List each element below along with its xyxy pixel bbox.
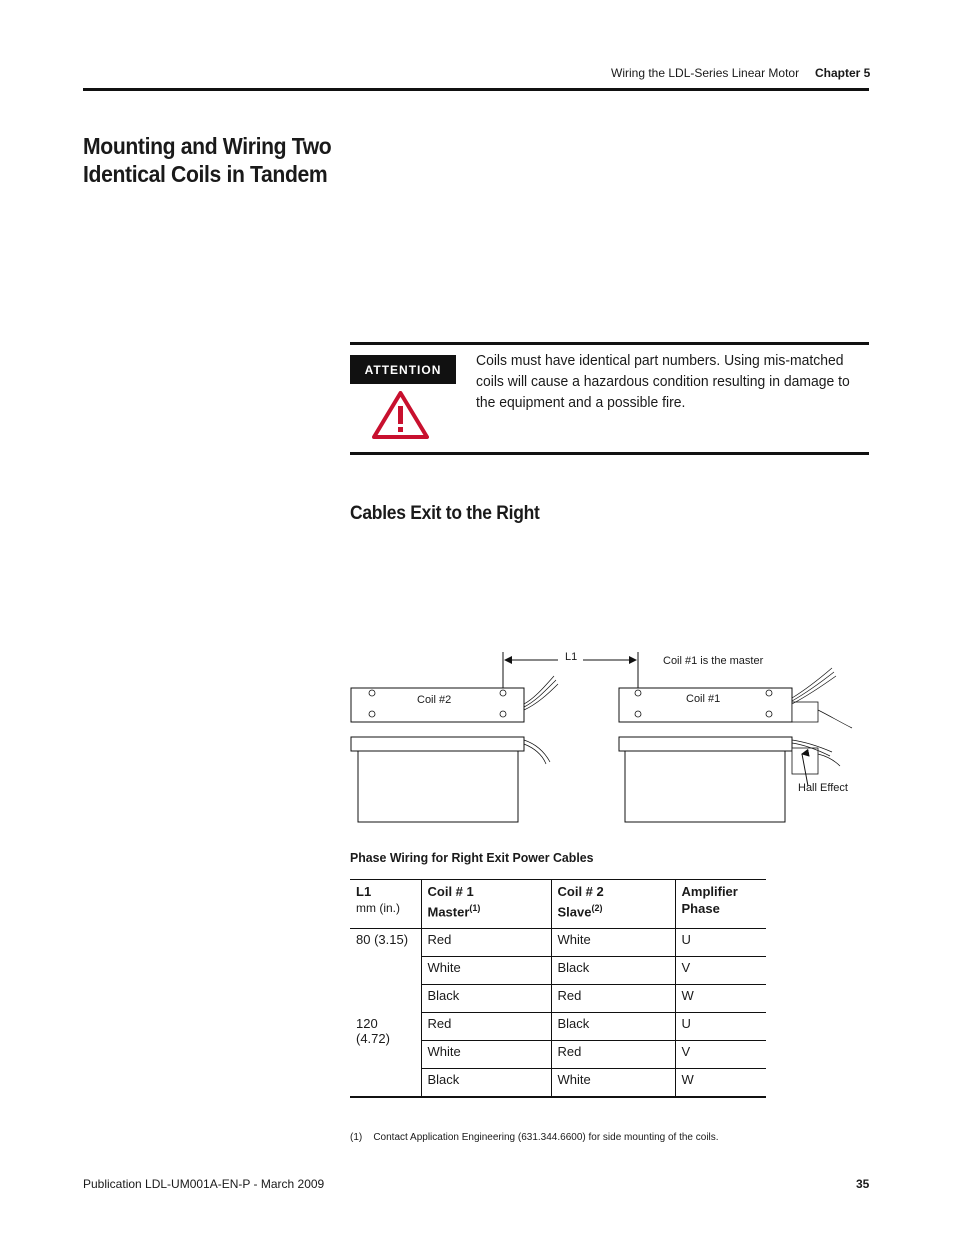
l1-value: 80 (3.15)	[356, 932, 409, 947]
master-wire: Red	[421, 929, 551, 957]
slave-wire: Red	[551, 985, 675, 1013]
attention-line-2: coils will cause a hazardous condition resulting in damage to	[476, 373, 850, 390]
slave-wire: White	[551, 929, 675, 957]
header-coil-2: Coil # 2 Slave$^{(2)}$	[551, 880, 675, 929]
publication-info: Publication LDL-UM001A-EN-P - March 2009	[83, 1177, 325, 1191]
footnote-ref-1: (1)	[469, 903, 481, 913]
coil-tandem-diagram	[340, 640, 870, 830]
master-wire: White	[421, 1041, 551, 1069]
master-wire: Black	[421, 985, 551, 1013]
attention-line-1: Coils must have identical part numbers. Using mis-matched	[476, 352, 844, 369]
attention-bottom-rule	[350, 452, 869, 455]
coil-2-side-body	[358, 751, 518, 822]
attention-message	[476, 350, 850, 413]
slave-wire: Black	[551, 957, 675, 985]
master-wire: Black	[421, 1069, 551, 1098]
section-title	[83, 132, 359, 188]
slave-wire: Black	[551, 1013, 675, 1041]
amplifier-phase: W	[675, 985, 766, 1013]
master-wire: Red	[421, 1013, 551, 1041]
phase-wiring-table	[350, 879, 766, 1098]
subsection-title: Cables Exit to the Right	[350, 503, 540, 524]
l1-dimension-label: L1	[565, 651, 578, 663]
coil-1-side-body	[625, 751, 785, 822]
header-l1: L1 mm (in.)	[350, 880, 421, 929]
table-row	[350, 929, 766, 957]
section-title-line-2: Identical Coils in Tandem	[83, 161, 328, 187]
coil-2-label: Coil #2	[417, 694, 452, 706]
attention-badge: ATTENTION	[350, 355, 456, 384]
amplifier-phase: U	[675, 929, 766, 957]
running-title: Wiring the LDL-Series Linear Motor	[611, 66, 800, 80]
attention-line-3: the equipment and a possible fire.	[476, 394, 686, 411]
master-wire: White	[421, 957, 551, 985]
coil-1-connector	[792, 702, 818, 722]
section-title-line-1: Mounting and Wiring Two	[83, 133, 332, 159]
footnote: (1) Contact Application Engineering (631.344.6600) for side mounting of the coils.	[350, 1132, 719, 1143]
amplifier-phase: U	[675, 1013, 766, 1041]
slave-wire: Red	[551, 1041, 675, 1069]
slave-wire: White	[551, 1069, 675, 1098]
coil-1-side-top	[619, 737, 792, 751]
page-number: 35	[856, 1177, 870, 1191]
table-row	[350, 1013, 766, 1041]
table-header-row	[350, 880, 766, 929]
footnote-ref-2: (2)	[591, 903, 603, 913]
coil-2-side-top	[351, 737, 524, 751]
l1-value: 120 (4.72)	[350, 1013, 421, 1098]
amplifier-phase: V	[675, 1041, 766, 1069]
chapter-label: Chapter 5	[815, 66, 871, 80]
amplifier-phase: V	[675, 957, 766, 985]
master-note-label: Coil #1 is the master	[663, 655, 764, 667]
amplifier-phase: W	[675, 1069, 766, 1098]
hall-effect-label: Hall Effect	[798, 782, 848, 794]
attention-top-rule	[350, 342, 869, 345]
header-rule	[83, 88, 869, 91]
table-caption: Phase Wiring for Right Exit Power Cables	[350, 850, 594, 865]
header-amplifier-phase: Amplifier Phase	[675, 880, 766, 929]
warning-triangle-icon	[372, 391, 429, 439]
coil-1-label: Coil #1	[686, 693, 721, 705]
header-coil-1: Coil # 1 Master$^{(1)}$	[421, 880, 551, 929]
